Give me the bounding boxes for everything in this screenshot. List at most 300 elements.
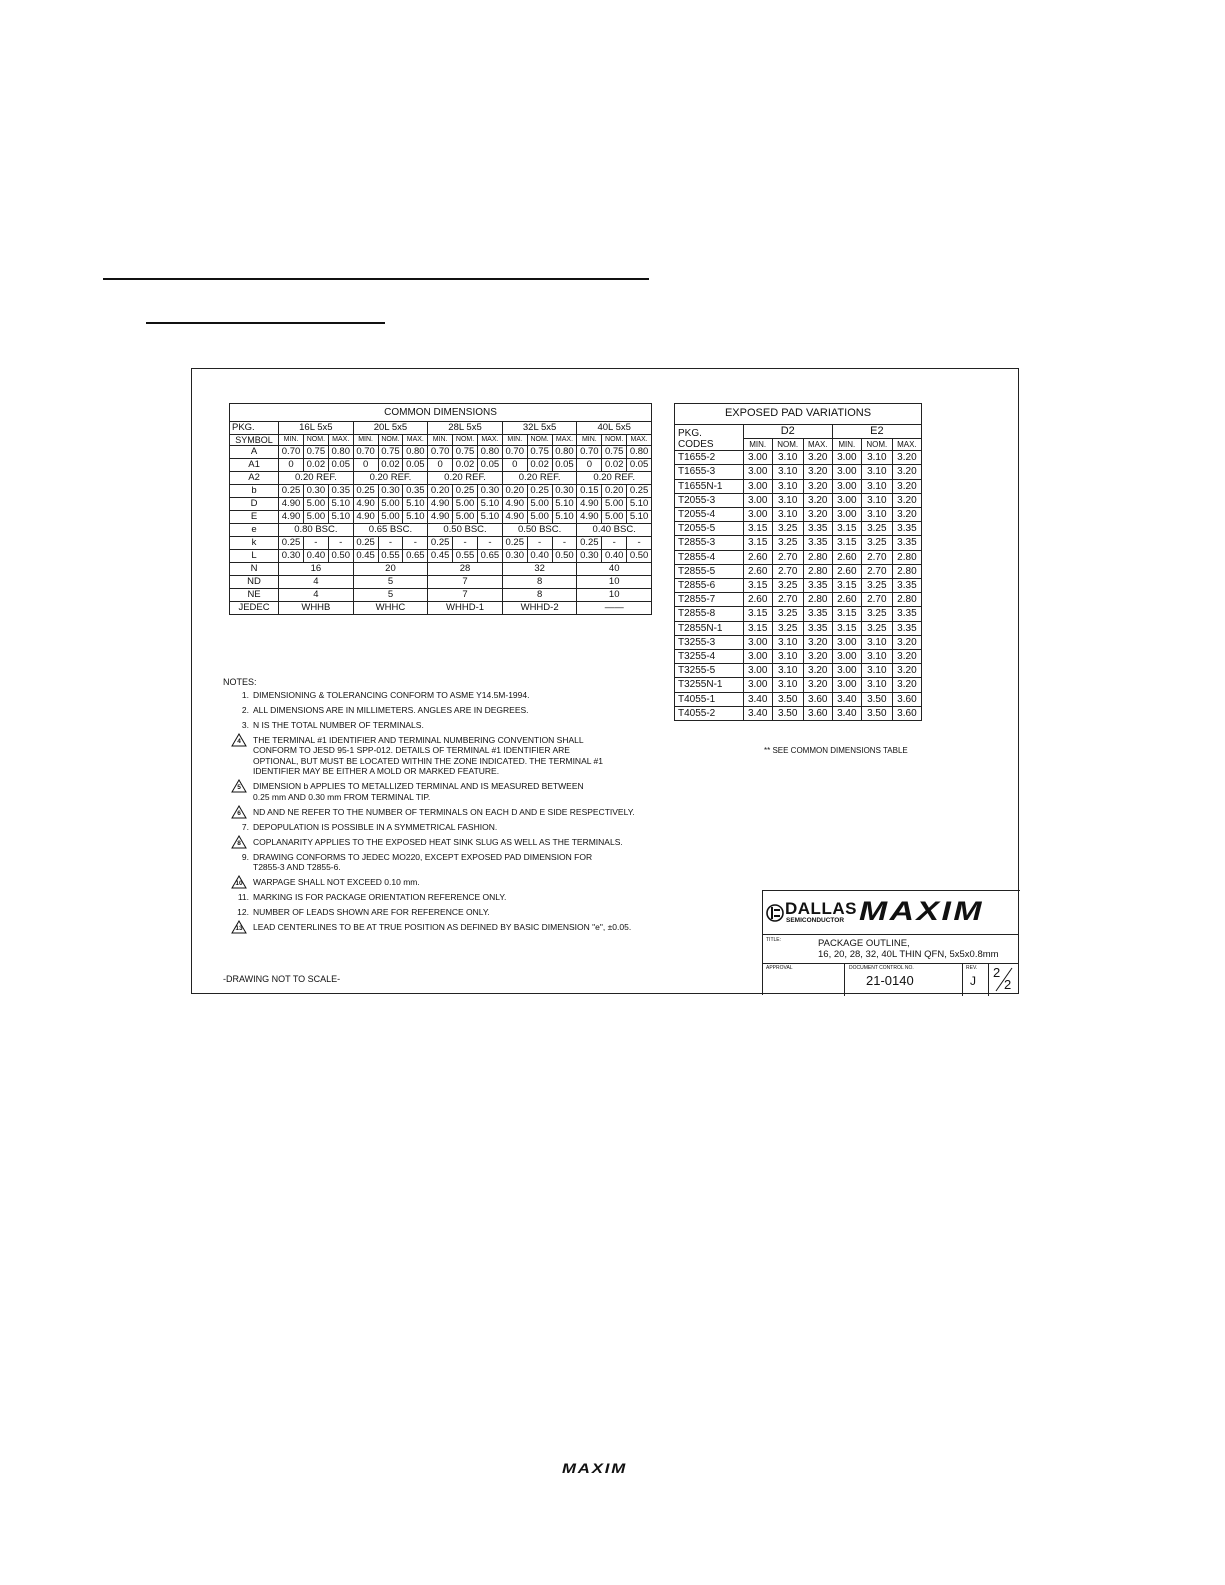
value-cell: 2.60 — [743, 564, 772, 578]
note-number: 8 — [237, 839, 241, 847]
sub-header: MAX. — [403, 435, 428, 446]
value-cell: 3.35 — [803, 536, 832, 550]
note-number: 11. — [237, 892, 249, 903]
note-number: 5 — [237, 784, 241, 792]
value-cell: 40 — [577, 563, 652, 576]
value-cell: 0.02 — [602, 459, 627, 472]
table-row — [230, 472, 652, 485]
value-cell: 3.20 — [803, 664, 832, 678]
value-cell: 0.25 — [279, 485, 304, 498]
value-cell: 2.60 — [832, 550, 861, 564]
pkg-code-cell: T3255-3 — [675, 635, 744, 649]
note-number: 9. — [241, 851, 249, 862]
table-row — [230, 511, 652, 524]
common-dimensions-title: COMMON DIMENSIONS — [230, 404, 652, 422]
package-header: 40L 5x5 — [577, 422, 652, 435]
note-item — [223, 735, 693, 777]
value-cell: 3.15 — [743, 579, 772, 593]
value-cell: 4.90 — [279, 511, 304, 524]
value-cell: 3.20 — [892, 493, 921, 507]
value-cell: 3.25 — [861, 536, 892, 550]
value-cell: 2.80 — [803, 550, 832, 564]
footer-maxim-logo — [562, 1460, 638, 1474]
value-cell: 3.10 — [861, 650, 892, 664]
value-cell: - — [527, 537, 552, 550]
table-row — [675, 508, 922, 522]
pkg-code-cell: T2055-4 — [675, 508, 744, 522]
value-cell: 3.00 — [832, 493, 861, 507]
note-item — [223, 720, 693, 730]
value-cell: 3.00 — [832, 508, 861, 522]
symbol-label: SYMBOL — [230, 435, 279, 446]
value-cell: 0.05 — [403, 459, 428, 472]
value-cell: 3.10 — [772, 479, 803, 493]
value-cell: 2.60 — [743, 550, 772, 564]
note-number: 3. — [241, 720, 249, 730]
value-cell: 3.35 — [892, 579, 921, 593]
symbol-cell: A2 — [230, 472, 279, 485]
value-cell: 2.70 — [861, 564, 892, 578]
value-cell: 0.25 — [453, 485, 478, 498]
note-line: DRAWING CONFORMS TO JEDEC MO220, EXCEPT EXPOSED PAD DIMENSION FOR — [253, 851, 593, 862]
value-cell: 3.15 — [832, 536, 861, 550]
table-row — [675, 607, 922, 621]
value-cell: 0.40 BSC. — [577, 524, 652, 537]
value-cell: 0.20 — [502, 485, 527, 498]
value-cell: 0.40 — [527, 550, 552, 563]
value-cell: WHHD-1 — [428, 602, 503, 615]
note-line: 0.25 mm AND 0.30 mm FROM TERMINAL TIP. — [253, 791, 431, 802]
value-cell: 5 — [353, 589, 428, 602]
value-cell: —— — [577, 602, 652, 615]
symbol-cell: D — [230, 498, 279, 511]
value-cell: 0.05 — [627, 459, 652, 472]
value-cell: 5.10 — [627, 498, 652, 511]
dallas-wordmark: DALLAS — [785, 899, 857, 918]
value-cell: 0.35 — [403, 485, 428, 498]
approval-label: APPROVAL — [766, 965, 793, 971]
symbol-cell: JEDEC — [230, 602, 279, 615]
value-cell: 4 — [279, 576, 354, 589]
value-cell: 3.15 — [743, 607, 772, 621]
drawing-not-to-scale: -DRAWING NOT TO SCALE- — [223, 974, 341, 984]
value-cell: 3.20 — [892, 465, 921, 479]
maxim-logo: MAXIM — [859, 896, 984, 926]
sub-header: MAX. — [627, 435, 652, 446]
value-cell: 0.65 BSC. — [353, 524, 428, 537]
value-cell: 0.02 — [303, 459, 328, 472]
value-cell: 5.10 — [403, 498, 428, 511]
value-cell: 0 — [502, 459, 527, 472]
value-cell: - — [378, 537, 403, 550]
value-cell: 5.00 — [602, 498, 627, 511]
value-cell: 3.25 — [772, 522, 803, 536]
value-cell: 0.80 — [477, 446, 502, 459]
value-cell: 2.70 — [772, 564, 803, 578]
value-cell: 0.65 — [403, 550, 428, 563]
value-cell: 4 — [279, 589, 354, 602]
value-cell: 3.25 — [772, 621, 803, 635]
table-row — [230, 576, 652, 589]
sub-header: MAX. — [477, 435, 502, 446]
sheet-number — [992, 965, 1016, 993]
value-cell: 2.60 — [743, 593, 772, 607]
value-cell: 2.60 — [832, 564, 861, 578]
value-cell: 3.15 — [832, 522, 861, 536]
title-block-bottom — [763, 963, 1019, 996]
value-cell: 2.60 — [832, 593, 861, 607]
pkg-code-cell: T3255-4 — [675, 650, 744, 664]
value-cell: 3.00 — [832, 479, 861, 493]
note-line: LEAD CENTERLINES TO BE AT TRUE POSITION AS DEFINED BY BASIC DIMENSION "e", ±0.05. — [253, 922, 632, 933]
value-cell: 0.45 — [428, 550, 453, 563]
value-cell: 3.60 — [803, 706, 832, 720]
value-cell: 7 — [428, 576, 503, 589]
sub-header: MIN. — [743, 439, 772, 451]
value-cell: 10 — [577, 589, 652, 602]
value-cell: 0.40 — [602, 550, 627, 563]
value-cell: 0.50 — [627, 550, 652, 563]
note-line: IDENTIFIER MAY BE EITHER A MOLD OR MARKED FEATURE. — [253, 766, 500, 777]
value-cell: 3.00 — [832, 635, 861, 649]
title-label: TITLE: — [766, 937, 782, 943]
value-cell: 0.25 — [502, 537, 527, 550]
note-item — [223, 822, 693, 832]
value-cell: 5.10 — [477, 511, 502, 524]
value-cell: 3.35 — [803, 621, 832, 635]
exposed-pad-title: EXPOSED PAD VARIATIONS — [675, 404, 922, 425]
exposed-pad-table — [674, 403, 922, 721]
value-cell: 0.05 — [552, 459, 577, 472]
value-cell: 0.30 — [378, 485, 403, 498]
value-cell: 0.50 — [328, 550, 353, 563]
pkg-code-cell: T2855-4 — [675, 550, 744, 564]
value-cell: 0.02 — [378, 459, 403, 472]
sub-header: MIN. — [577, 435, 602, 446]
sheet-num: 2 — [993, 965, 1001, 980]
title-line-1: PACKAGE OUTLINE, — [818, 938, 910, 949]
value-cell: 0.20 REF. — [502, 472, 577, 485]
value-cell: 0.75 — [602, 446, 627, 459]
table-row — [675, 635, 922, 649]
table-row — [230, 459, 652, 472]
value-cell: 3.00 — [832, 465, 861, 479]
value-cell: 0.05 — [328, 459, 353, 472]
dallas-logo-icon — [766, 902, 784, 924]
value-cell: 0.75 — [527, 446, 552, 459]
value-cell: 3.10 — [861, 451, 892, 465]
value-cell: 5.00 — [303, 498, 328, 511]
value-cell: 4.90 — [428, 511, 453, 524]
sub-header: MIN. — [353, 435, 378, 446]
drawing-frame — [191, 368, 1019, 994]
value-cell: 0.50 BSC. — [502, 524, 577, 537]
value-cell: 0.75 — [303, 446, 328, 459]
note-number: 10 — [235, 880, 243, 888]
note-triangle-icon — [229, 920, 249, 934]
value-cell: 0.45 — [353, 550, 378, 563]
note-line: MARKING IS FOR PACKAGE ORIENTATION REFERENCE ONLY. — [253, 892, 507, 903]
symbol-cell: NE — [230, 589, 279, 602]
d2-header: D2 — [743, 425, 832, 439]
note-line: DEPOPULATION IS POSSIBLE IN A SYMMETRICAL FASHION. — [253, 821, 498, 832]
value-cell: 3.60 — [803, 692, 832, 706]
pkg-label: PKG. — [230, 422, 279, 435]
value-cell: 3.15 — [743, 621, 772, 635]
rev-label: REV. — [966, 965, 978, 971]
value-cell: 5.10 — [552, 498, 577, 511]
note-line: WARPAGE SHALL NOT EXCEED 0.10 mm. — [253, 877, 420, 888]
value-cell: WHHB — [279, 602, 354, 615]
footer-logo-text: MAXIM — [562, 1460, 628, 1476]
table-row — [675, 479, 922, 493]
value-cell: 0.70 — [502, 446, 527, 459]
value-cell: 5 — [353, 576, 428, 589]
sub-header: MIN. — [502, 435, 527, 446]
notes-section — [223, 677, 693, 937]
pkg-code-cell: T4055-1 — [675, 692, 744, 706]
value-cell: 0.65 — [477, 550, 502, 563]
value-cell: 32 — [502, 563, 577, 576]
table-row — [230, 537, 652, 550]
sub-header: NOM. — [303, 435, 328, 446]
package-header: 20L 5x5 — [353, 422, 428, 435]
value-cell: 2.80 — [803, 564, 832, 578]
symbol-cell: ND — [230, 576, 279, 589]
value-cell: 3.10 — [861, 479, 892, 493]
value-cell: 3.40 — [743, 706, 772, 720]
value-cell: 3.60 — [892, 706, 921, 720]
value-cell: 3.10 — [772, 508, 803, 522]
sub-header: MAX. — [803, 439, 832, 451]
value-cell: 0.80 — [328, 446, 353, 459]
value-cell: 5.10 — [627, 511, 652, 524]
note-line: ND AND NE REFER TO THE NUMBER OF TERMINALS ON EACH D AND E SIDE RESPECTIVELY. — [253, 806, 635, 817]
value-cell: 3.20 — [892, 678, 921, 692]
value-cell: 3.00 — [743, 465, 772, 479]
note-triangle-icon — [229, 733, 249, 747]
value-cell: 5.10 — [328, 498, 353, 511]
sub-header: NOM. — [378, 435, 403, 446]
table-row — [675, 593, 922, 607]
value-cell: 3.00 — [832, 664, 861, 678]
value-cell: 3.10 — [772, 465, 803, 479]
value-cell: 2.70 — [772, 550, 803, 564]
value-cell: 0.05 — [477, 459, 502, 472]
value-cell: 0.50 BSC. — [428, 524, 503, 537]
value-cell: 3.50 — [772, 692, 803, 706]
value-cell: 3.20 — [803, 465, 832, 479]
value-cell: 2.80 — [892, 564, 921, 578]
value-cell: 0.80 — [403, 446, 428, 459]
value-cell: 28 — [428, 563, 503, 576]
value-cell: 0.20 — [602, 485, 627, 498]
sheet-den: 2 — [1004, 977, 1012, 992]
value-cell: 3.20 — [803, 451, 832, 465]
value-cell: 5.10 — [477, 498, 502, 511]
note-number: 13 — [235, 925, 243, 933]
note-item — [223, 807, 693, 817]
table-row — [675, 564, 922, 578]
value-cell: 5.00 — [602, 511, 627, 524]
value-cell: 3.20 — [803, 508, 832, 522]
package-header: 28L 5x5 — [428, 422, 503, 435]
value-cell: 0.25 — [627, 485, 652, 498]
table-row — [230, 446, 652, 459]
value-cell: 0.70 — [577, 446, 602, 459]
symbol-cell: b — [230, 485, 279, 498]
header-rule-long — [103, 278, 649, 280]
value-cell: 2.70 — [861, 593, 892, 607]
semiconductor-wordmark: SEMICONDUCTOR — [786, 917, 845, 924]
table-row — [230, 524, 652, 537]
sub-header: MIN. — [428, 435, 453, 446]
value-cell: 3.20 — [803, 650, 832, 664]
pkg-code-cell: T2055-3 — [675, 493, 744, 507]
value-cell: 3.50 — [772, 706, 803, 720]
value-cell: 0.70 — [353, 446, 378, 459]
value-cell: 0.55 — [453, 550, 478, 563]
table-row — [675, 536, 922, 550]
value-cell: 0.20 REF. — [428, 472, 503, 485]
value-cell: 0.30 — [577, 550, 602, 563]
value-cell: 3.25 — [861, 621, 892, 635]
value-cell: 0.40 — [303, 550, 328, 563]
table-row — [230, 602, 652, 615]
value-cell: 2.80 — [892, 550, 921, 564]
note-line: CONFORM TO JESD 95-1 SPP-012. DETAILS OF TERMINAL #1 IDENTIFIER ARE — [253, 745, 570, 756]
value-cell: 0.15 — [577, 485, 602, 498]
table-row — [230, 550, 652, 563]
value-cell: - — [627, 537, 652, 550]
note-item — [223, 705, 693, 715]
value-cell: - — [477, 537, 502, 550]
value-cell: 2.80 — [803, 593, 832, 607]
pkg-code-cell: T1655-3 — [675, 465, 744, 479]
package-header: 16L 5x5 — [279, 422, 354, 435]
value-cell: 3.20 — [892, 451, 921, 465]
symbol-cell: e — [230, 524, 279, 537]
value-cell: 0 — [577, 459, 602, 472]
note-line: OPTIONAL, BUT MUST BE LOCATED WITHIN THE ZONE INDICATED. THE TERMINAL #1 — [253, 755, 603, 766]
value-cell: 0.25 — [279, 537, 304, 550]
value-cell: 0.55 — [378, 550, 403, 563]
pkg-code-cell: T1655-2 — [675, 451, 744, 465]
value-cell: 5.10 — [403, 511, 428, 524]
value-cell: 5.10 — [552, 511, 577, 524]
table-row — [230, 563, 652, 576]
value-cell: 5.00 — [453, 511, 478, 524]
note-line: DIMENSION b APPLIES TO METALLIZED TERMINAL AND IS MEASURED BETWEEN — [253, 781, 584, 792]
value-cell: 3.35 — [803, 579, 832, 593]
note-number: 7. — [241, 821, 249, 832]
table-row — [230, 589, 652, 602]
value-cell: 0.30 — [477, 485, 502, 498]
value-cell: 3.20 — [892, 508, 921, 522]
value-cell: 3.00 — [743, 451, 772, 465]
value-cell: 3.15 — [832, 579, 861, 593]
table-row — [675, 451, 922, 465]
value-cell: 3.20 — [892, 635, 921, 649]
value-cell: - — [453, 537, 478, 550]
note-item — [223, 837, 693, 847]
value-cell: 3.00 — [832, 451, 861, 465]
value-cell: - — [328, 537, 353, 550]
value-cell: 3.35 — [892, 607, 921, 621]
value-cell: WHHD-2 — [502, 602, 577, 615]
value-cell: 7 — [428, 589, 503, 602]
value-cell: 3.60 — [892, 692, 921, 706]
table-row — [675, 650, 922, 664]
note-line: N IS THE TOTAL NUMBER OF TERMINALS. — [253, 720, 424, 730]
value-cell: - — [552, 537, 577, 550]
value-cell: 5.00 — [378, 511, 403, 524]
value-cell: - — [303, 537, 328, 550]
value-cell: 0.70 — [279, 446, 304, 459]
value-cell: 3.50 — [861, 706, 892, 720]
value-cell: 3.35 — [803, 522, 832, 536]
value-cell: 0.30 — [552, 485, 577, 498]
value-cell: 5.00 — [527, 511, 552, 524]
value-cell: 0.30 — [279, 550, 304, 563]
sub-header: NOM. — [527, 435, 552, 446]
value-cell: 3.40 — [832, 692, 861, 706]
note-number: 4 — [237, 738, 241, 745]
note-triangle-icon — [229, 779, 249, 793]
sub-header: MAX. — [892, 439, 921, 451]
doc-number: 21-0140 — [866, 973, 914, 988]
value-cell: 3.40 — [743, 692, 772, 706]
value-cell: 0.30 — [303, 485, 328, 498]
note-triangle-icon — [229, 805, 249, 819]
value-cell: 2.80 — [892, 593, 921, 607]
title-block — [762, 890, 1020, 995]
table-row — [675, 692, 922, 706]
note-number: 6 — [237, 809, 241, 817]
note-number: 1. — [241, 690, 249, 700]
note-item — [223, 690, 693, 700]
value-cell: 3.10 — [772, 650, 803, 664]
note-line: ALL DIMENSIONS ARE IN MILLIMETERS. ANGLES ARE IN DEGREES. — [253, 705, 529, 715]
note-number: 12. — [237, 907, 249, 918]
pkg-code-cell: T3255N-1 — [675, 678, 744, 692]
note-item — [223, 922, 693, 932]
pkg-code-cell: T2855N-1 — [675, 621, 744, 635]
value-cell: 3.40 — [832, 706, 861, 720]
title-block-title — [763, 934, 1019, 964]
pkg-code-cell: T2855-7 — [675, 593, 744, 607]
value-cell: 0.30 — [502, 550, 527, 563]
value-cell: 0.20 — [428, 485, 453, 498]
value-cell: 3.25 — [861, 607, 892, 621]
value-cell: 3.25 — [861, 522, 892, 536]
note-line: T2855-3 AND T2855-6. — [253, 862, 341, 873]
value-cell: 16 — [279, 563, 354, 576]
table-row — [230, 498, 652, 511]
pkg-label: PKG. — [678, 428, 702, 440]
table-row — [675, 579, 922, 593]
value-cell: 0.25 — [577, 537, 602, 550]
package-header: 32L 5x5 — [502, 422, 577, 435]
symbol-cell: A1 — [230, 459, 279, 472]
value-cell: 0 — [428, 459, 453, 472]
pkg-code-cell: T2055-5 — [675, 522, 744, 536]
table-row — [675, 678, 922, 692]
value-cell: 0.25 — [428, 537, 453, 550]
note-item — [223, 892, 693, 902]
value-cell: 3.10 — [861, 635, 892, 649]
value-cell: 3.35 — [892, 621, 921, 635]
